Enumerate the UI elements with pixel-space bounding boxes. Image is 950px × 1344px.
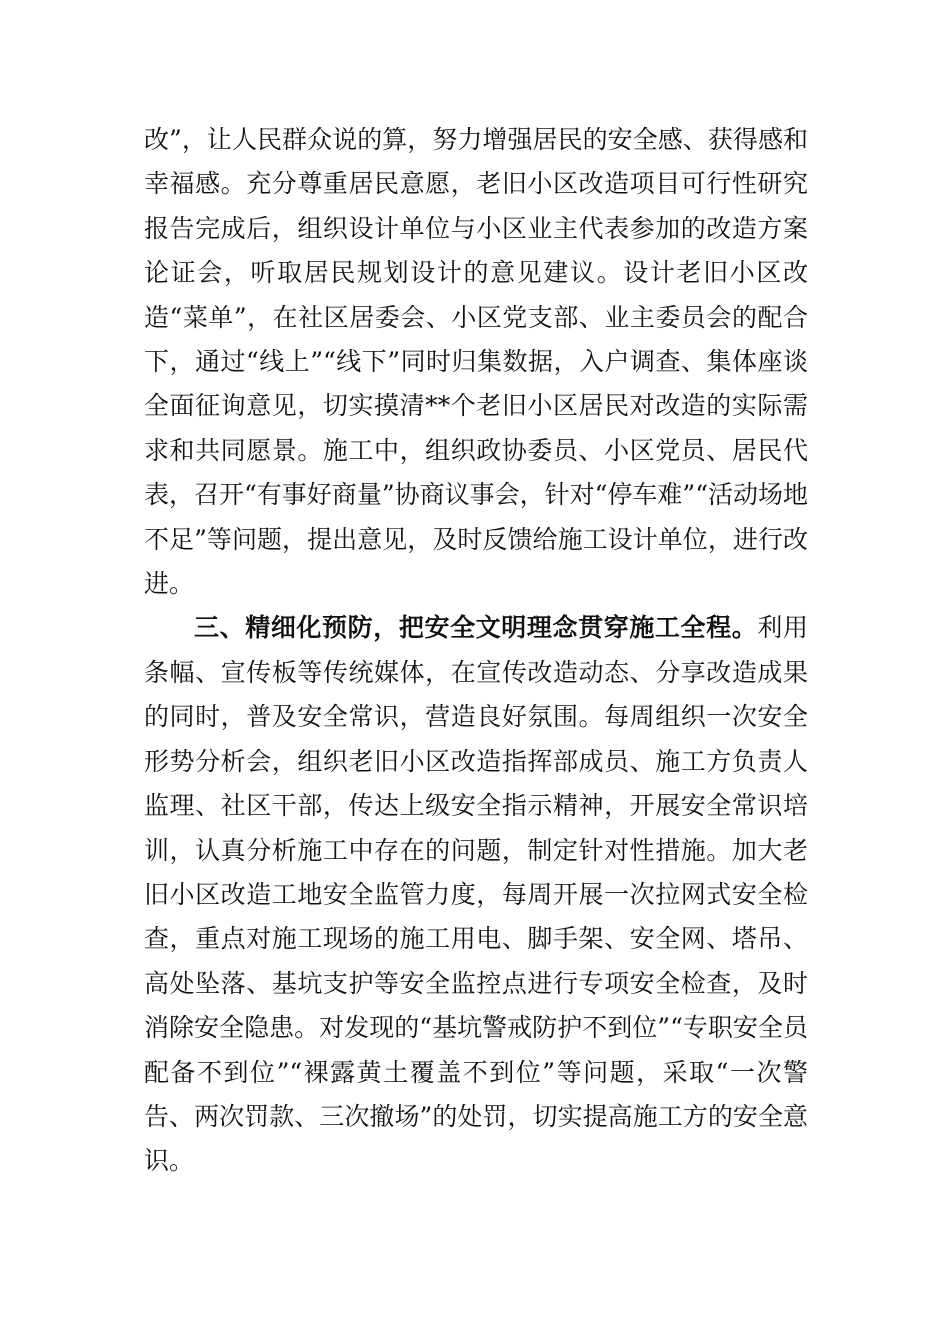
paragraph-2 bbox=[144, 606, 808, 1183]
paragraph-1: 改”，让人民群众说的算，努力增强居民的安全感、获得感和幸福感。充分尊重居民意愿，老旧小区改造项目可行性研究报告完成后，组织设计单位与小区业主代表参加的改造方案论证会，听取居民规划设计的意见建议。设计老旧小区改造“菜单”，在社区居委会、小区党支部、业主委员会的配合下，通过“线上”“线下”同时归集数据，入户调查、集体座谈全面征询意见，切实摸清**个老旧小区居民对改造的实际需求和共同愿景。施工中，组织政协委员、小区党员、居民代表，召开“有事好商量”协商议事会，针对“停车难”“活动场地不足”等问题，提出意见，及时反馈给施工设计单位，进行改进。 bbox=[144, 125, 808, 599]
section-heading: 三、精细化预防，把安全文明理念贯穿施工全程。 bbox=[194, 613, 758, 643]
document-page bbox=[144, 118, 808, 1184]
paragraph-2-body: 利用条幅、宣传板等传统媒体，在宣传改造动态、分享改造成果的同时，普及安全常识，营造良好氛围。每周组织一次安全形势分析会，组织老旧小区改造指挥部成员、施工方负责人监理、社区干部，传达上级安全指示精神，开展安全常识培训，认真分析施工中存在的问题，制定针对性措施。加大老旧小区改造工地安全监管力度，每周开展一次拉网式安全检查，重点对施工现场的施工用电、脚手架、安全网、塔吊、高处坠落、基坑支护等安全监控点进行专项安全检查，及时消除安全隐患。对发现的“基坑警戒防护不到位”“专职安全员配备不到位”“裸露黄土覆盖不到位”等问题，采取“一次警告、两次罚款、三次撤场”的处罚，切实提高施工方的安全意识。 bbox=[144, 613, 808, 1176]
